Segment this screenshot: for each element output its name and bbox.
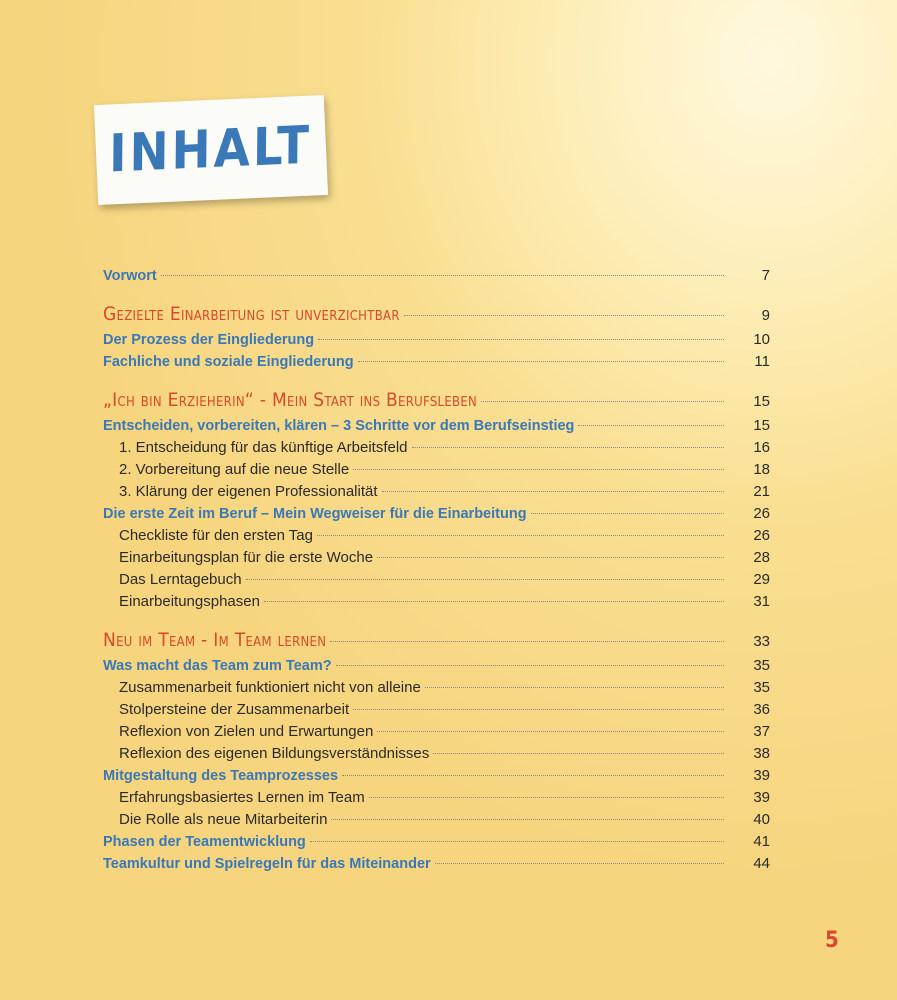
toc-entry-label: Stolpersteine der Zusammenarbeit bbox=[119, 701, 350, 718]
toc-sub-label: Vorwort bbox=[103, 268, 157, 284]
dot-leader bbox=[578, 425, 724, 426]
toc-sub-label: Der Prozess der Eingliederung bbox=[103, 332, 315, 348]
toc-sub-row[interactable] bbox=[103, 655, 770, 677]
toc-sub-row[interactable] bbox=[103, 765, 770, 787]
dot-leader bbox=[330, 641, 724, 642]
toc-sub-label: Mitgestaltung des Teamprozesses bbox=[103, 768, 339, 784]
toc-entry-label: Erfahrungsbasiertes Lernen im Team bbox=[119, 789, 365, 806]
toc-page-number: 21 bbox=[753, 483, 770, 500]
dot-leader bbox=[358, 361, 724, 362]
toc-page-number: 7 bbox=[761, 267, 770, 284]
toc-sub-row[interactable] bbox=[103, 503, 770, 525]
toc-chapter-label: Neu im Team - Im Team lernen bbox=[103, 629, 327, 651]
dot-leader bbox=[161, 275, 724, 276]
toc-entry-label: Einarbeitungsplan für die erste Woche bbox=[119, 549, 374, 566]
toc-page-number: 29 bbox=[753, 571, 770, 588]
toc-entry-label: Das Lerntagebuch bbox=[119, 571, 242, 588]
dot-leader bbox=[382, 491, 724, 492]
section-gap bbox=[103, 373, 770, 385]
toc-page-number: 11 bbox=[754, 353, 770, 370]
page-number: 5 bbox=[825, 928, 839, 953]
toc-page-number: 26 bbox=[753, 505, 770, 522]
toc-sub-row[interactable] bbox=[103, 853, 770, 875]
toc-sub-label: Was macht das Team zum Team? bbox=[103, 658, 332, 674]
toc-page-number: 15 bbox=[753, 417, 770, 434]
dot-leader bbox=[377, 731, 724, 732]
dot-leader bbox=[353, 469, 724, 470]
toc-entry-label: 2. Vorbereitung auf die neue Stelle bbox=[119, 461, 350, 478]
toc-entry-row[interactable] bbox=[103, 525, 770, 547]
toc-entry-label: Einarbeitungsphasen bbox=[119, 593, 260, 610]
dot-leader bbox=[317, 535, 724, 536]
toc-page-number: 39 bbox=[753, 767, 770, 784]
toc-page-number: 40 bbox=[753, 811, 770, 828]
toc-sub-label: Die erste Zeit im Beruf – Mein Wegweiser für die Einarbeitung bbox=[103, 506, 527, 522]
toc-page-number: 26 bbox=[753, 527, 770, 544]
dot-leader bbox=[342, 775, 724, 776]
toc-page-number: 33 bbox=[753, 633, 770, 650]
dot-leader bbox=[310, 841, 724, 842]
dot-leader bbox=[336, 665, 724, 666]
toc-entry-row[interactable] bbox=[103, 437, 770, 459]
dot-leader bbox=[404, 315, 724, 316]
toc-page-number: 31 bbox=[753, 593, 770, 610]
toc-sub-row[interactable] bbox=[103, 265, 770, 287]
toc-chapter-label: Gezielte Einarbeitung ist unverzichtbar bbox=[103, 303, 400, 325]
dot-leader bbox=[433, 753, 724, 754]
toc-page-number: 39 bbox=[753, 789, 770, 806]
toc-entry-row[interactable] bbox=[103, 721, 770, 743]
dot-leader bbox=[369, 797, 724, 798]
toc-entry-row[interactable] bbox=[103, 743, 770, 765]
toc-sub-row[interactable] bbox=[103, 831, 770, 853]
toc-page-number: 28 bbox=[753, 549, 770, 566]
section-gap bbox=[103, 287, 770, 299]
page-title: INHALT bbox=[109, 115, 313, 185]
dot-leader bbox=[246, 579, 724, 580]
toc-page-number: 9 bbox=[761, 307, 770, 324]
dot-leader bbox=[481, 401, 724, 402]
toc-page-number: 37 bbox=[753, 723, 770, 740]
toc-entry-row[interactable] bbox=[103, 809, 770, 831]
toc-sub-label: Entscheiden, vorbereiten, klären – 3 Schritte vor dem Berufseinstieg bbox=[103, 418, 575, 434]
section-gap bbox=[103, 613, 770, 625]
dot-leader bbox=[377, 557, 724, 558]
dot-leader bbox=[318, 339, 724, 340]
toc-page-number: 36 bbox=[753, 701, 770, 718]
dot-leader bbox=[353, 709, 724, 710]
toc-sub-row[interactable] bbox=[103, 329, 770, 351]
toc-chapter-row[interactable] bbox=[103, 299, 770, 329]
toc-entry-row[interactable] bbox=[103, 677, 770, 699]
toc-page-number: 35 bbox=[753, 657, 770, 674]
dot-leader bbox=[425, 687, 724, 688]
title-card bbox=[94, 95, 328, 205]
toc-entry-row[interactable] bbox=[103, 547, 770, 569]
toc-entry-label: Zusammenarbeit funktioniert nicht von alleine bbox=[119, 679, 421, 696]
toc-entry-row[interactable] bbox=[103, 481, 770, 503]
toc-entry-row[interactable] bbox=[103, 699, 770, 721]
table-of-contents bbox=[103, 265, 770, 875]
dot-leader bbox=[264, 601, 724, 602]
toc-chapter-row[interactable] bbox=[103, 385, 770, 415]
toc-sub-label: Fachliche und soziale Eingliederung bbox=[103, 354, 354, 370]
dot-leader bbox=[531, 513, 724, 514]
dot-leader bbox=[435, 863, 724, 864]
toc-chapter-label: „Ich bin Erzieherin“ - Mein Start ins Berufsleben bbox=[103, 389, 478, 411]
toc-sub-row[interactable] bbox=[103, 415, 770, 437]
toc-entry-row[interactable] bbox=[103, 459, 770, 481]
dot-leader bbox=[331, 819, 724, 820]
toc-page-number: 16 bbox=[753, 439, 770, 456]
toc-entry-row[interactable] bbox=[103, 591, 770, 613]
toc-entry-label: Reflexion von Zielen und Erwartungen bbox=[119, 723, 374, 740]
toc-page-number: 35 bbox=[753, 679, 770, 696]
toc-entry-label: Checkliste für den ersten Tag bbox=[119, 527, 313, 544]
toc-page-number: 18 bbox=[753, 461, 770, 478]
toc-sub-label: Phasen der Teamentwicklung bbox=[103, 834, 306, 850]
dot-leader bbox=[412, 447, 724, 448]
toc-entry-label: Die Rolle als neue Mitarbeiterin bbox=[119, 811, 328, 828]
toc-entry-label: 1. Entscheidung für das künftige Arbeitsfeld bbox=[119, 439, 408, 456]
toc-entry-row[interactable] bbox=[103, 787, 770, 809]
toc-entry-label: 3. Klärung der eigenen Professionalität bbox=[119, 483, 378, 500]
toc-sub-row[interactable] bbox=[103, 351, 770, 373]
toc-chapter-row[interactable] bbox=[103, 625, 770, 655]
toc-page-number: 44 bbox=[753, 855, 770, 872]
toc-entry-label: Reflexion des eigenen Bildungsverständnisses bbox=[119, 745, 430, 762]
toc-page-number: 10 bbox=[753, 331, 770, 348]
toc-entry-row[interactable] bbox=[103, 569, 770, 591]
toc-sub-label: Teamkultur und Spielregeln für das Miteinander bbox=[103, 856, 431, 872]
toc-page-number: 38 bbox=[753, 745, 770, 762]
toc-page-number: 41 bbox=[753, 833, 770, 850]
toc-page-number: 15 bbox=[753, 393, 770, 410]
